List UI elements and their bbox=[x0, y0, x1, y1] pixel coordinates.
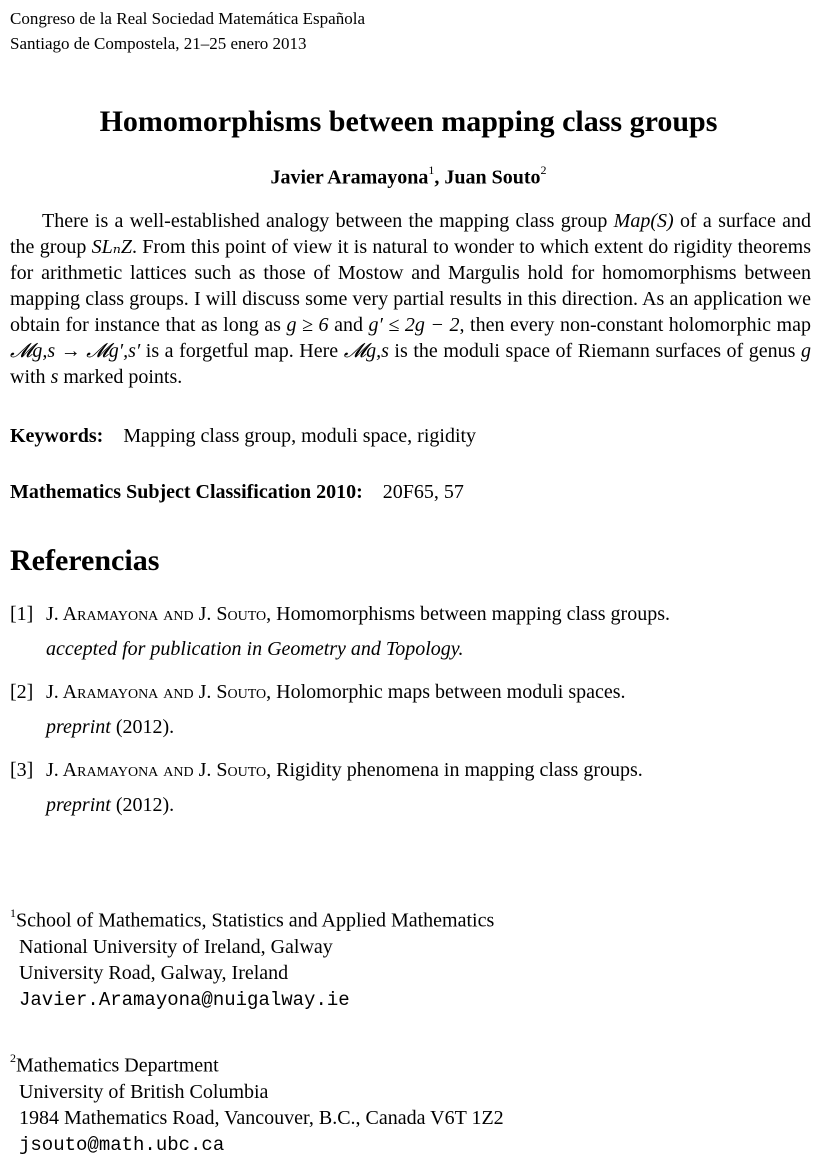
abstract-text: is a forgetful map. Here bbox=[140, 340, 344, 362]
reference-title: , Holomorphic maps between moduli spaces. bbox=[266, 681, 626, 703]
math-inline: g bbox=[801, 340, 811, 362]
abstract-paragraph bbox=[10, 208, 811, 390]
keywords bbox=[10, 423, 476, 449]
abstract-text: marked points. bbox=[58, 366, 183, 388]
keywords-value: Mapping class group, moduli space, rigidity bbox=[123, 425, 477, 447]
abstract-text: . From this point of view it is natural to wonder to which extent do rigidity theorems for arithmetic lattices such as those of Mostow and Margulis hold for homomorphisms between mapping class groups. I will discuss some very partial results in this direction. As an application we obtain for instance that as long as bbox=[10, 236, 811, 336]
email-link[interactable]: Javier.Aramayona@nuigalway.ie bbox=[19, 988, 350, 1011]
paper-title: Homomorphisms between mapping class groups bbox=[99, 105, 718, 138]
conference-header bbox=[10, 6, 365, 56]
math-inline: 𝓜g,s → 𝓜g′,s′ bbox=[10, 340, 141, 362]
conference-place-date: Santiago de Compostela, 21–25 enero 2013 bbox=[10, 34, 307, 53]
abstract-text: and bbox=[328, 314, 369, 336]
math-inline: g ≥ 6 bbox=[286, 314, 329, 336]
math-inline: g′ ≤ 2g − 2 bbox=[368, 314, 460, 336]
msc-classification bbox=[10, 479, 464, 505]
math-inline: Map(S) bbox=[613, 210, 674, 232]
abstract-text: There is a well-established analogy between the mapping class group bbox=[42, 210, 614, 232]
author-name: Javier Aramayona bbox=[270, 166, 429, 189]
references-heading: Referencias bbox=[10, 544, 160, 577]
affiliation-line: National University of Ireland, Galway bbox=[19, 935, 333, 958]
author-list bbox=[0, 158, 817, 192]
affiliation-block bbox=[10, 1047, 504, 1158]
msc-value: 20F65, 57 bbox=[382, 481, 464, 503]
author-name: Juan Souto bbox=[444, 166, 541, 189]
reference-title: , Rigidity phenomena in mapping class groups. bbox=[266, 759, 643, 781]
author-separator: , bbox=[434, 166, 445, 189]
reference-year: (2012). bbox=[110, 794, 175, 816]
affiliation-line: 1984 Mathematics Road, Vancouver, B.C., Canada V6T 1Z2 bbox=[19, 1106, 504, 1129]
math-inline: SLₙZ bbox=[91, 236, 132, 258]
affiliation-mark: 1 bbox=[428, 163, 435, 177]
affiliation-line: University Road, Galway, Ireland bbox=[19, 961, 289, 984]
abstract-text: , then every non-constant holomorphic map bbox=[459, 314, 811, 336]
affiliation-line: School of Mathematics, Statistics and Applied Mathematics bbox=[16, 909, 495, 932]
msc-label: Mathematics Subject Classification 2010: bbox=[10, 481, 363, 503]
keywords-label: Keywords: bbox=[10, 425, 104, 447]
affiliation-mark: 1 bbox=[10, 906, 16, 920]
abstract-text: of a surface and the group bbox=[10, 210, 811, 258]
affiliation-mark: 2 bbox=[540, 163, 547, 177]
reference-authors: J. Aramayona and J. Souto bbox=[46, 603, 267, 625]
reference-number: [2] bbox=[10, 681, 34, 703]
reference-venue: preprint bbox=[46, 794, 111, 816]
conference-name: Congreso de la Real Sociedad Matemática Española bbox=[10, 9, 365, 28]
affiliation-line: Mathematics Department bbox=[16, 1054, 219, 1077]
affiliation-line: University of British Columbia bbox=[19, 1080, 269, 1103]
math-inline: s bbox=[50, 366, 59, 388]
reference-number: [1] bbox=[10, 603, 34, 625]
reference-title: , Homomorphisms between mapping class groups. bbox=[266, 603, 670, 625]
reference-authors: J. Aramayona and J. Souto bbox=[46, 681, 267, 703]
reference-year: (2012). bbox=[110, 716, 175, 738]
math-inline: 𝓜g,s bbox=[343, 340, 389, 362]
affiliation-mark: 2 bbox=[10, 1051, 16, 1065]
reference-item bbox=[10, 597, 810, 667]
reference-number: [3] bbox=[10, 759, 34, 781]
reference-item bbox=[10, 753, 810, 823]
reference-venue: accepted for publication in Geometry and Topology. bbox=[46, 638, 464, 660]
email-link[interactable]: jsouto@math.ubc.ca bbox=[19, 1133, 225, 1156]
reference-authors: J. Aramayona and J. Souto bbox=[46, 759, 267, 781]
reference-venue: preprint bbox=[46, 716, 111, 738]
abstract-text: is the moduli space of Riemann surfaces of genus bbox=[388, 340, 801, 362]
reference-item bbox=[10, 675, 810, 745]
affiliation-block bbox=[10, 902, 494, 1013]
abstract-text: with bbox=[10, 366, 51, 388]
